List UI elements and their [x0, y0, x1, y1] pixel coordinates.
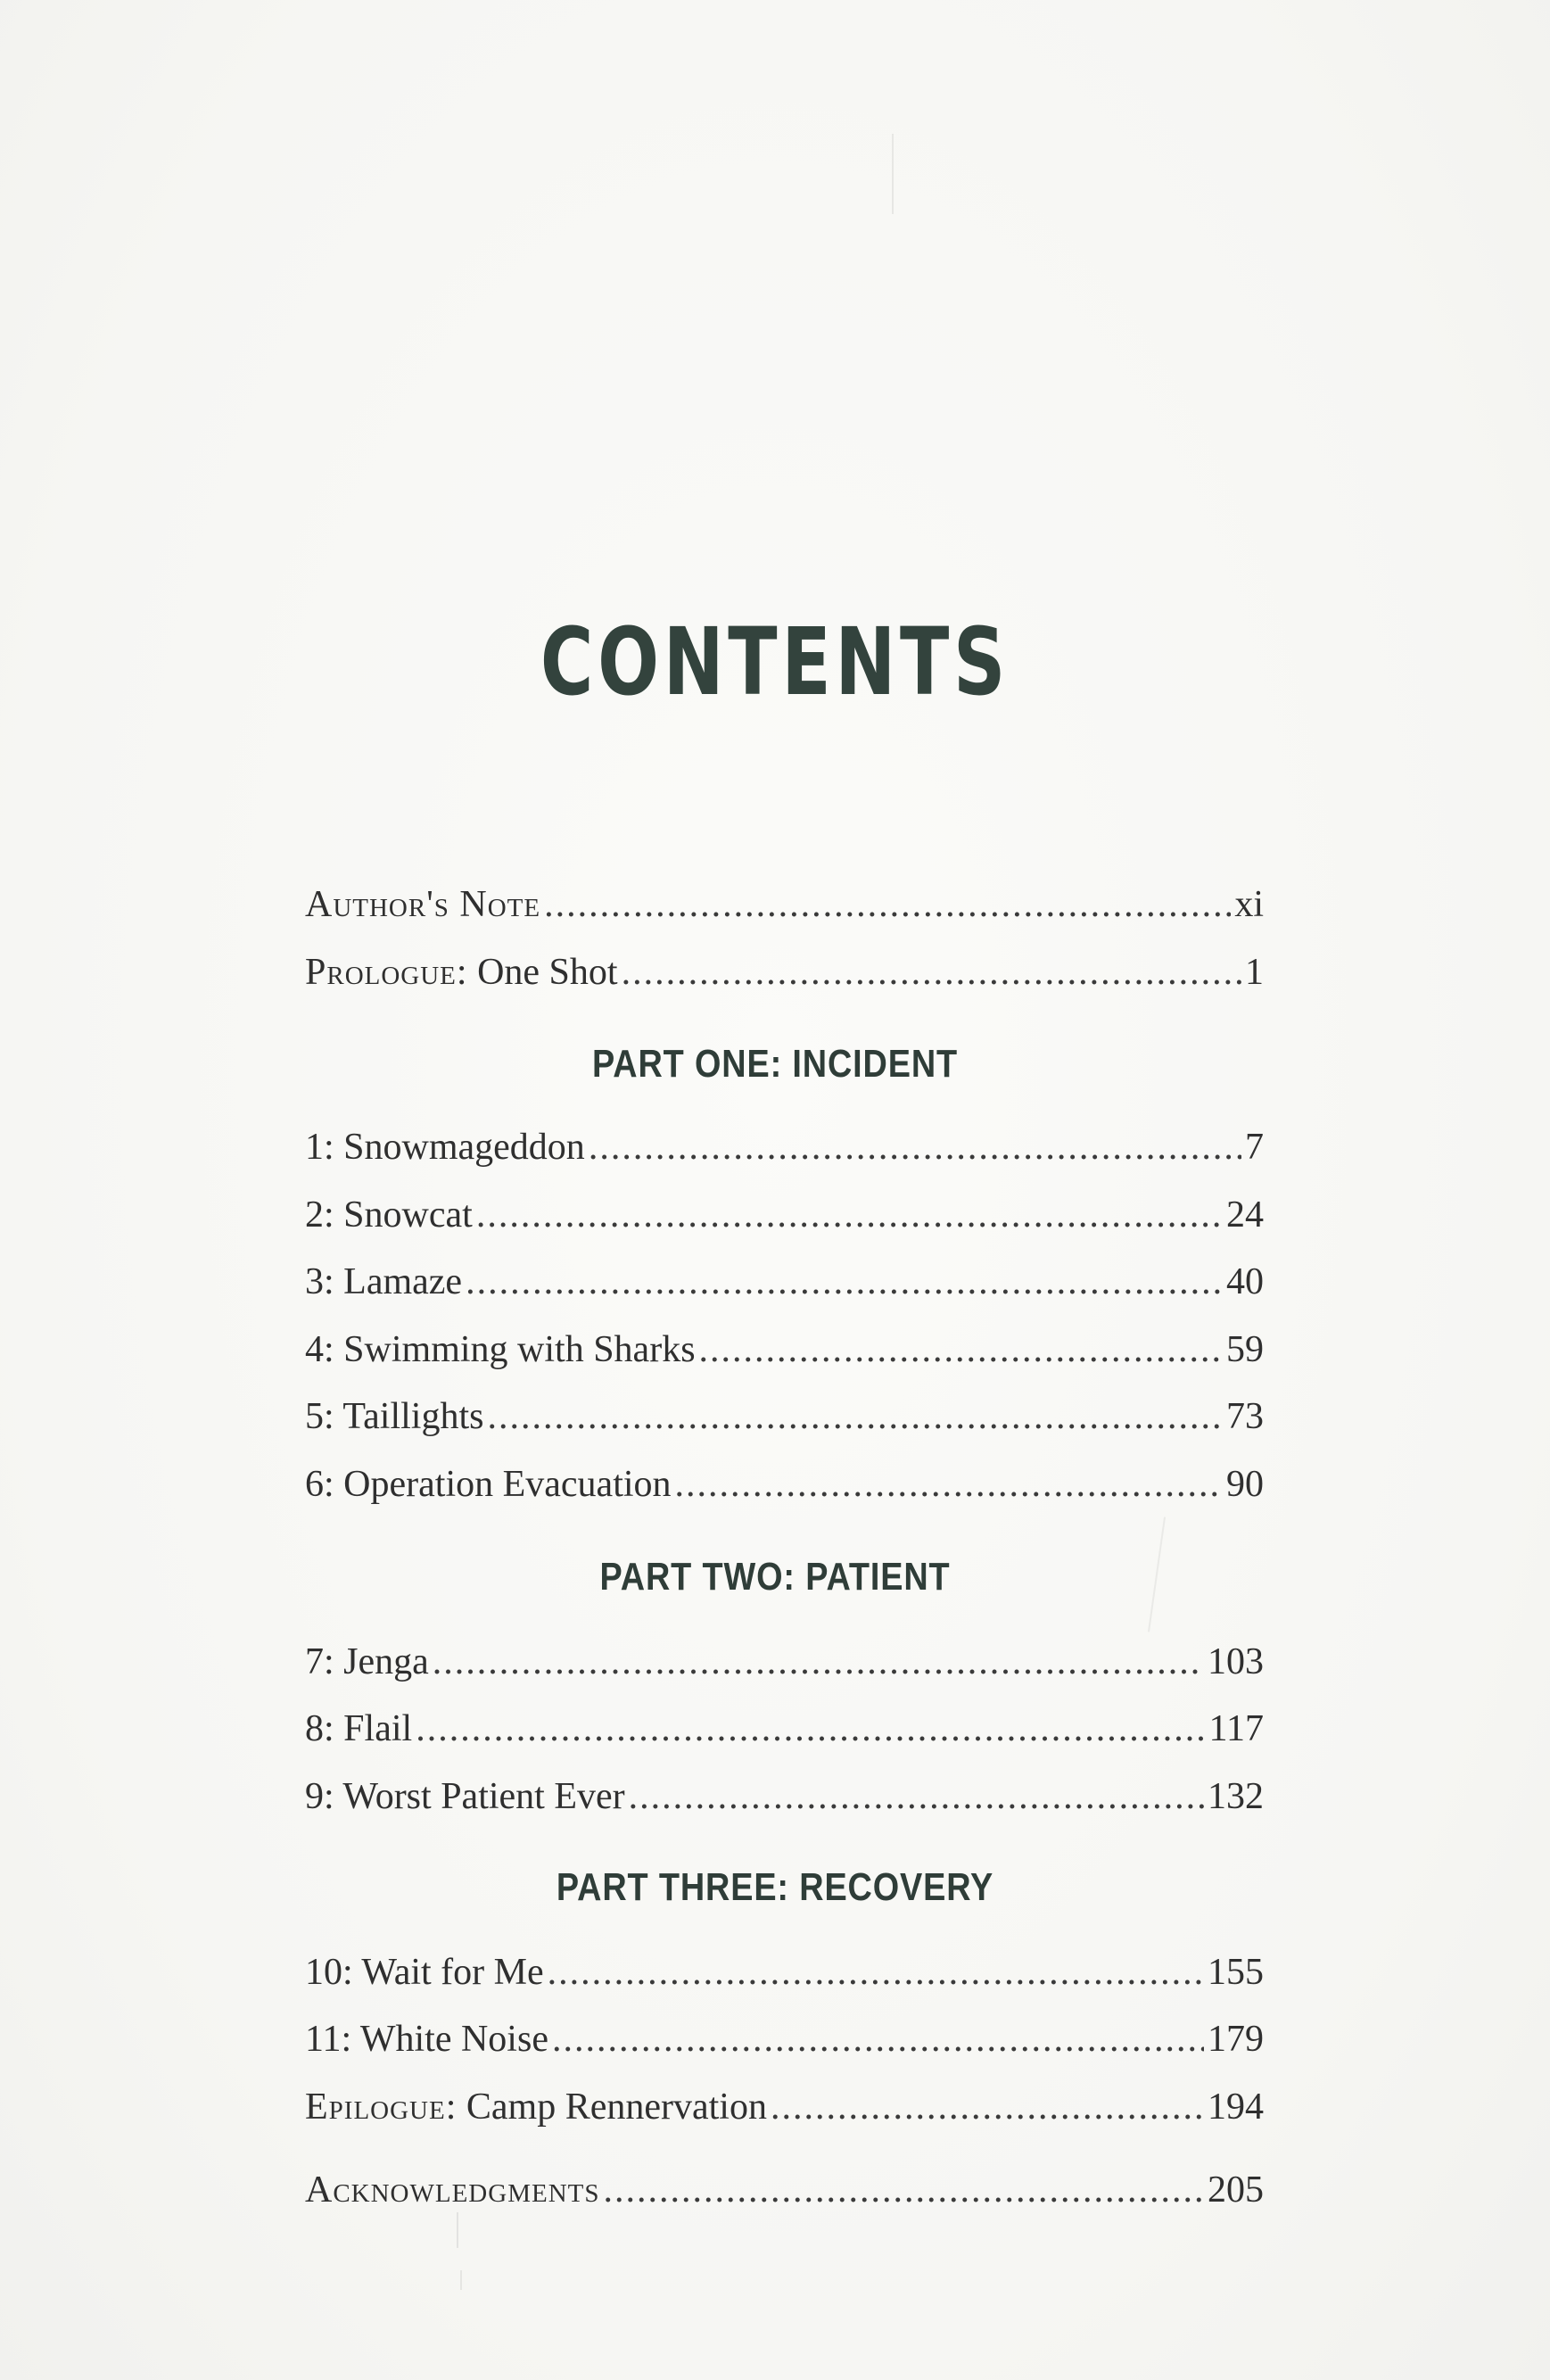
- dot-leader: [476, 1194, 1223, 1236]
- dot-leader: [544, 883, 1231, 926]
- entry-page: 103: [1208, 1641, 1264, 1682]
- toc-entry-chapter-11: [305, 2018, 1264, 2071]
- scan-mark: [460, 2270, 462, 2290]
- toc-entry-chapter-9: [305, 1775, 1264, 1829]
- toc-entry-chapter-8: [305, 1707, 1264, 1761]
- entry-page: 7: [1245, 1127, 1264, 1168]
- scan-mark: [892, 134, 894, 214]
- toc-entry-acknowledgments: [305, 2169, 1264, 2222]
- entry-label: [305, 951, 618, 994]
- toc-entry-epilogue: [305, 2086, 1264, 2139]
- toc-entry-authors-note: [305, 883, 1264, 937]
- dot-leader: [622, 951, 1241, 994]
- dot-leader: [589, 1126, 1241, 1169]
- entry-label: 5: Taillights: [305, 1396, 484, 1437]
- entry-page: 59: [1226, 1329, 1264, 1370]
- entry-page: 179: [1208, 2019, 1264, 2060]
- part-heading-two: PART TWO: PATIENT: [599, 1555, 951, 1599]
- toc-entry-chapter-3: [305, 1260, 1264, 1314]
- dot-leader: [699, 1328, 1223, 1371]
- entry-label-prefix: Prologue:: [305, 952, 468, 993]
- toc-entry-chapter-5: [305, 1395, 1264, 1449]
- entry-label: 3: Lamaze: [305, 1261, 463, 1302]
- entry-label: 4: Swimming with Sharks: [305, 1329, 696, 1370]
- entry-page: 132: [1208, 1776, 1264, 1817]
- scan-mark: [457, 2212, 458, 2248]
- entry-label-prefix: Epilogue:: [305, 2087, 458, 2128]
- toc-entry-chapter-4: [305, 1328, 1264, 1382]
- entry-page: 155: [1208, 1952, 1264, 1993]
- dot-leader: [675, 1463, 1223, 1506]
- part-heading-one: PART ONE: INCIDENT: [591, 1042, 958, 1086]
- toc-entry-chapter-10: [305, 1951, 1264, 2004]
- dot-leader: [603, 2169, 1204, 2211]
- entry-page: xi: [1234, 884, 1264, 925]
- entry-label: 7: Jenga: [305, 1641, 429, 1682]
- dot-leader: [548, 1951, 1204, 1994]
- entry-label: Author's Note: [305, 884, 541, 925]
- entry-label: 10: Wait for Me: [305, 1952, 544, 1993]
- entry-label: 8: Flail: [305, 1708, 413, 1749]
- entry-page: 1: [1245, 952, 1264, 993]
- page-title: CONTENTS: [540, 607, 1010, 716]
- dot-leader: [433, 1640, 1204, 1683]
- toc-entry-prologue: [305, 951, 1264, 1004]
- entry-label-title: One Shot: [467, 952, 618, 993]
- dot-leader: [629, 1775, 1204, 1818]
- entry-label: 11: White Noise: [305, 2019, 548, 2060]
- entry-label-title: Camp Rennervation: [457, 2087, 767, 2128]
- part-heading-three: PART THREE: RECOVERY: [556, 1865, 994, 1909]
- entry-page: 205: [1208, 2169, 1264, 2211]
- entry-page: 194: [1208, 2087, 1264, 2128]
- entry-label: 1: Snowmageddon: [305, 1127, 585, 1168]
- toc-entry-chapter-2: [305, 1194, 1264, 1247]
- entry-page: 90: [1226, 1464, 1264, 1505]
- entry-label: 2: Snowcat: [305, 1194, 473, 1235]
- dot-leader: [416, 1707, 1205, 1750]
- entry-label: [305, 2086, 767, 2128]
- dot-leader: [552, 2018, 1204, 2061]
- entry-page: 117: [1208, 1708, 1264, 1749]
- dot-leader: [466, 1260, 1223, 1303]
- toc-entry-chapter-7: [305, 1640, 1264, 1694]
- entry-label: 6: Operation Evacuation: [305, 1464, 672, 1505]
- entry-page: 73: [1226, 1396, 1264, 1437]
- toc-entry-chapter-6: [305, 1463, 1264, 1516]
- entry-label: Acknowledgments: [305, 2169, 600, 2211]
- entry-page: 40: [1226, 1261, 1264, 1302]
- entry-label: 9: Worst Patient Ever: [305, 1776, 625, 1817]
- dot-leader: [487, 1395, 1223, 1438]
- dot-leader: [771, 2086, 1204, 2128]
- toc-entry-chapter-1: [305, 1126, 1264, 1179]
- entry-page: 24: [1226, 1194, 1264, 1235]
